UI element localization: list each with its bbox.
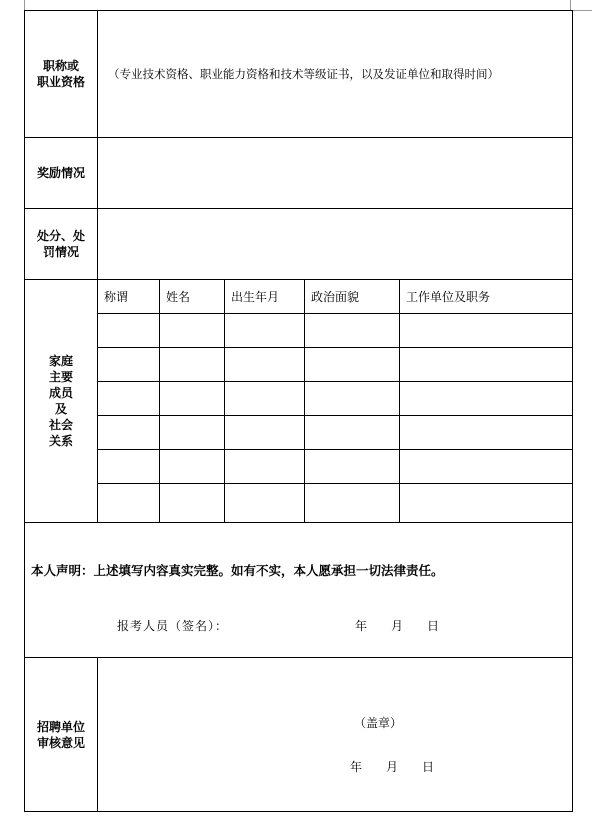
family-cell[interactable] [98,450,160,484]
declaration-statement: 本人声明：上述填写内容真实完整。如有不实，本人愿承担一切法律责任。 [31,563,444,578]
qualification-label [25,11,98,138]
employer-opinion-row [25,658,573,812]
opinion-date-year: 年 [350,760,363,774]
awards-label-text: 奖励情况 [36,166,85,180]
penalties-row [25,209,573,280]
signer-label: 报考人员（签名）： [117,619,229,633]
family-cell[interactable] [305,484,400,523]
family-cell[interactable] [400,416,573,450]
declaration-row [25,523,573,658]
family-row [25,484,573,523]
page-margin-mark-right-h [571,10,592,12]
family-cell[interactable] [305,314,400,348]
penalties-label-text: 处分、处 罚情况 [36,229,85,259]
family-cell[interactable] [160,382,225,416]
qualification-hint: （专业技术资格、职业能力资格和技术等级证书，以及发证单位和取得时间） [108,67,499,81]
awards-field[interactable] [98,138,573,209]
family-label-text: 家庭 主要 成员 及 社会 关系 [48,354,73,448]
penalties-label [25,209,98,280]
family-cell[interactable] [400,348,573,382]
family-cell[interactable] [160,450,225,484]
family-col-relation: 称谓 [98,280,160,314]
seal-label: （盖章） [354,716,403,730]
family-cell[interactable] [98,382,160,416]
declaration-cell [25,523,573,658]
qualification-field[interactable] [98,11,573,138]
awards-row [25,138,573,209]
family-row [25,416,573,450]
family-cell[interactable] [225,382,305,416]
family-row [25,348,573,382]
family-header-row [25,280,573,314]
penalties-field[interactable] [98,209,573,280]
family-cell[interactable] [98,348,160,382]
family-cell[interactable] [225,484,305,523]
family-cell[interactable] [400,382,573,416]
family-cell[interactable] [305,382,400,416]
page-margin-mark-right [570,0,572,10]
qualification-row [25,11,573,138]
family-row [25,450,573,484]
employer-opinion-label-text: 招聘单位 审核意见 [36,719,85,750]
family-cell[interactable] [98,416,160,450]
sign-date-day: 日 [427,619,440,633]
opinion-date-day: 日 [422,760,435,774]
sign-date-month: 月 [391,619,404,633]
family-cell[interactable] [225,450,305,484]
family-cell[interactable] [160,314,225,348]
family-cell[interactable] [160,416,225,450]
sign-date-year: 年 [355,619,368,633]
family-cell[interactable] [305,416,400,450]
family-col-birth: 出生年月 [225,280,305,314]
family-cell[interactable] [305,450,400,484]
family-cell[interactable] [400,450,573,484]
family-cell[interactable] [160,348,225,382]
family-cell[interactable] [98,484,160,523]
awards-label [25,138,98,209]
family-col-name: 姓名 [160,280,225,314]
family-cell[interactable] [400,314,573,348]
family-cell[interactable] [225,416,305,450]
family-row [25,382,573,416]
family-label [25,280,98,523]
family-col-political: 政治面貌 [305,280,400,314]
employer-opinion-label [25,658,98,812]
family-cell[interactable] [98,314,160,348]
family-cell[interactable] [225,314,305,348]
family-cell[interactable] [225,348,305,382]
family-col-employer: 工作单位及职务 [400,280,573,314]
registration-form-table [24,10,573,812]
employer-opinion-field[interactable] [98,658,573,812]
qualification-label-text: 职称或 职业资格 [36,59,85,89]
opinion-date-month: 月 [386,760,399,774]
family-cell[interactable] [400,484,573,523]
family-cell[interactable] [160,484,225,523]
family-row [25,314,573,348]
family-cell[interactable] [305,348,400,382]
signature-line [25,617,572,633]
page-margin-mark-left [24,0,26,10]
